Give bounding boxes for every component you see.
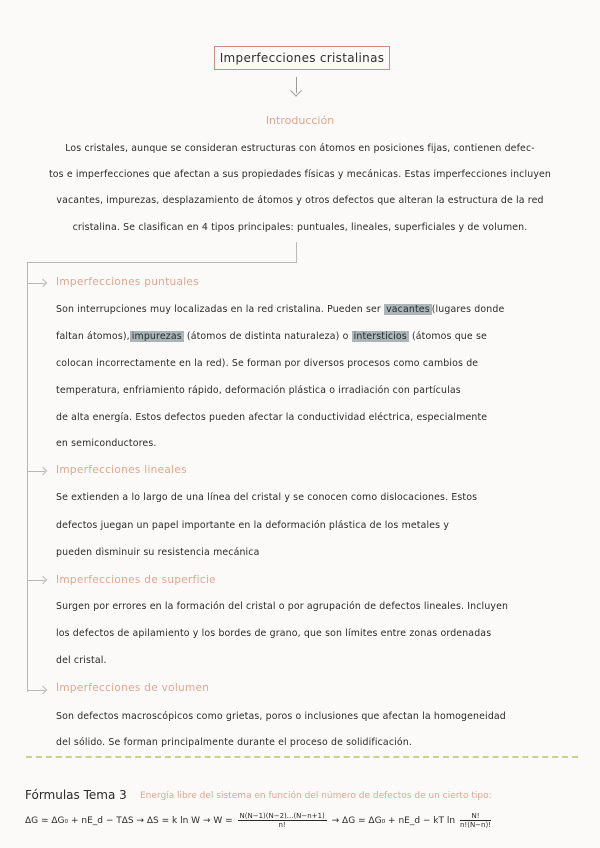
puntuales-line-2: faltan átomos), impurezas (átomos de distinta naturaleza) o intersticios (átomos que se [56, 331, 487, 342]
highlight-impurezas: impurezas [131, 331, 182, 342]
branch-arrow-icon [27, 580, 45, 581]
superficie-line-1: Surgen por errores en la formación del cristal o por agrupación de defectos lineales. Incluyen [56, 601, 509, 612]
superficie-line-3: del cristal. [56, 655, 107, 666]
tree-connector-up [296, 242, 297, 263]
branch-arrow-icon [27, 690, 45, 691]
puntuales-line-4: temperatura, enfriamiento rápido, deformación plástica o irradiación con partículas [56, 385, 461, 396]
puntuales-line-1: Son interrupciones muy localizadas en la red cristalina. Pueden ser vacantes (lugares donde [56, 304, 505, 315]
section-heading-puntuales: Imperfecciones puntuales [56, 276, 199, 288]
formulas-title: Fórmulas Tema 3 [25, 788, 127, 802]
fraction-2: $\frac{N!}{n!(N-n)!}$ [459, 812, 492, 829]
branch-arrow-icon [27, 283, 45, 284]
puntuales-line-3: colocan incorrectamente en la red). Se forman por diversos procesos como cambios de [56, 358, 479, 369]
intro-line-2: tos e imperfecciones que afectan a sus propiedades físicas y mecánicas. Estas imperfecciones incluyen [48, 169, 552, 180]
section-heading-volumen: Imperfecciones de volumen [56, 682, 210, 694]
tree-connector-vertical [27, 262, 28, 692]
intro-line-3: vacantes, impurezas, desplazamiento de átomos y otros defectos que alteran la estructura de la red [56, 195, 544, 206]
page-title: Imperfecciones cristalinas [214, 46, 390, 70]
arrow-down-icon [296, 77, 297, 93]
volumen-line-1: Son defectos macroscópicos como grietas, poros o inclusiones que afectan la homogeneidad [56, 711, 506, 722]
fraction-1: $\frac{N(N-1)(N-2)...(N-n+1)}{n!}$ [239, 812, 325, 829]
intro-heading: Introducción [265, 114, 335, 127]
puntuales-line-6: en semiconductores. [56, 438, 157, 449]
lineales-line-2: defectos juegan un papel importante en la deformación plástica de los metales y [56, 520, 450, 531]
superficie-line-2: los defectos de apilamiento y los bordes de grano, que son límites entre zonas ordenadas [56, 628, 492, 639]
section-heading-superficie: Imperfecciones de superficie [56, 574, 216, 586]
divider [26, 756, 578, 758]
lineales-line-1: Se extienden a lo largo de una línea del cristal y se conocen como dislocaciones. Estos [56, 492, 478, 503]
intro-line-1: Los cristales, aunque se consideran estructuras con átomos en posiciones fijas, contienen defec- [65, 143, 535, 154]
puntuales-line-5: de alta energía. Estos defectos pueden afectar la conductividad eléctrica, especialmente [56, 412, 488, 423]
volumen-line-2: del sólido. Se forman principalmente durante el proceso de solidificación. [56, 737, 412, 748]
section-heading-lineales: Imperfecciones lineales [56, 464, 187, 476]
lineales-line-3: pueden disminuir su resistencia mecánica [56, 547, 260, 558]
highlight-intersticios: intersticios [353, 331, 407, 342]
tree-connector-top [27, 262, 297, 263]
formula-line: ΔG = ΔG₀ + nE_d − TΔS → ΔS = k ln W → W = $\frac{N(N-1)(N-2)...(N-n+1)}{n!}$ → ΔG = ΔG₀ + nE_d − kT ln $\frac{N!}{n!(N-n)!}$ [25, 812, 492, 829]
branch-arrow-icon [27, 471, 45, 472]
highlight-vacantes: vacantes [386, 304, 430, 315]
intro-line-4: cristalina. Se clasifican en 4 tipos principales: puntuales, lineales, superficiales y de volumen. [72, 222, 528, 233]
formulas-subtitle: Energía libre del sistema en función del número de defectos de un cierto tipo: [140, 791, 492, 801]
